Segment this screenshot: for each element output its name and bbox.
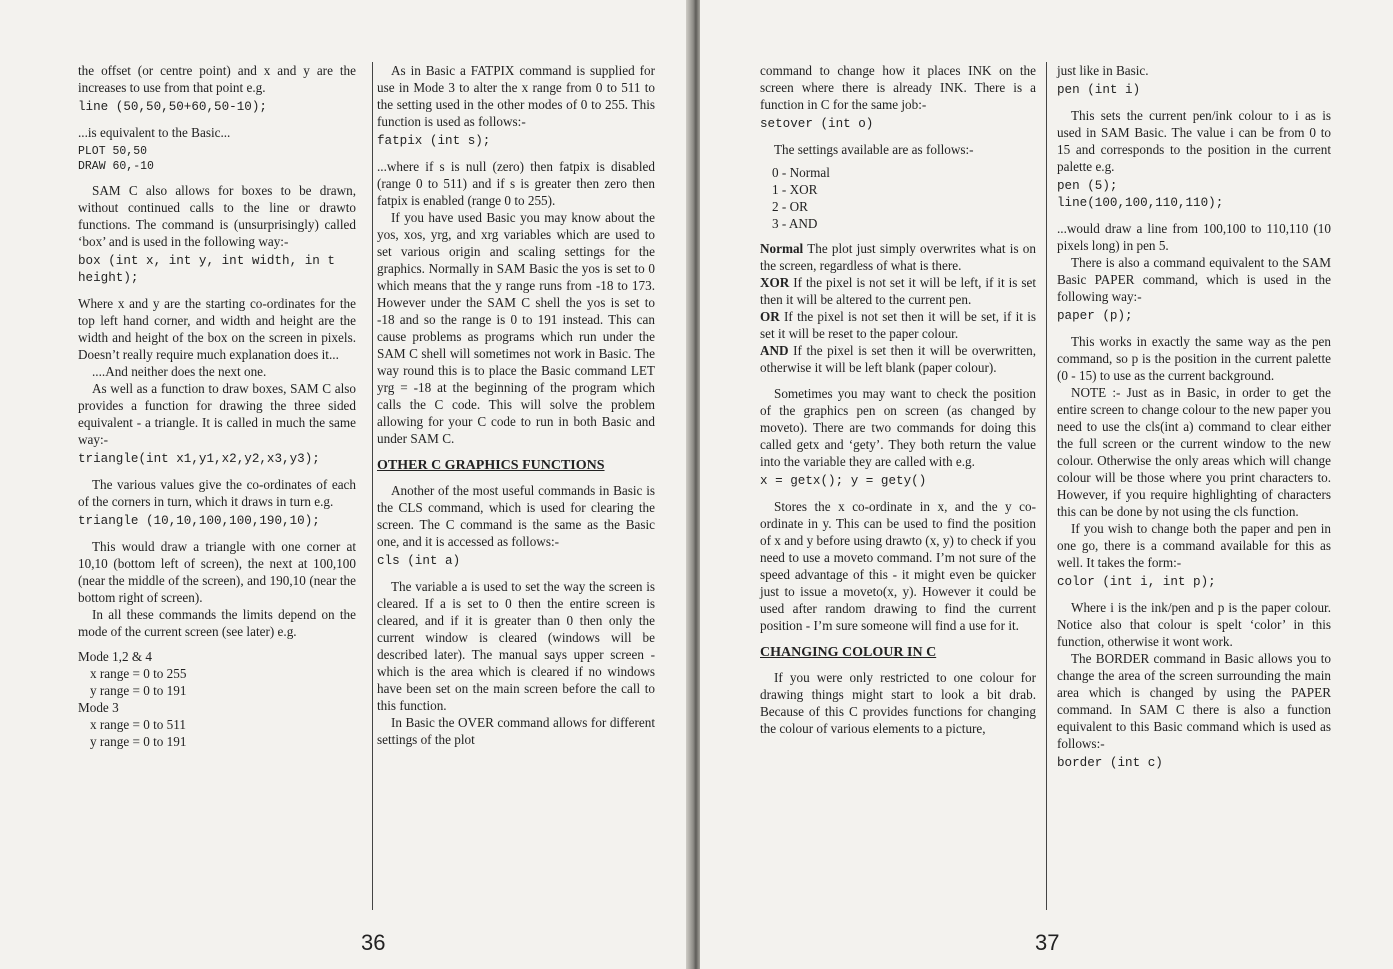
range-line: Mode 3	[78, 700, 119, 715]
paragraph: ....And neither does the next one.	[92, 364, 267, 379]
paragraph: There is also a command equivalent to the SAM Basic PAPER command, which is used in the following way:-	[1057, 255, 1331, 304]
settings-option: 2 - OR	[772, 199, 808, 214]
paragraph: As well as a function to draw boxes, SAM C also provides a function for drawing the three sided equivalent - a triangle. It is called in much the same way:-	[78, 381, 356, 447]
term: Normal	[760, 241, 804, 256]
paragraph: If you were only restricted to one colour for drawing things might start to look a bit drab. Because of this C provides functions for changing the colour of various elements to a picture,	[760, 670, 1036, 736]
range-line: x range = 0 to 511	[90, 717, 186, 732]
range-line: x range = 0 to 255	[90, 666, 187, 681]
range-line: y range = 0 to 191	[90, 734, 187, 749]
settings-list	[772, 164, 1036, 232]
code-line: cls (int a)	[377, 554, 461, 568]
paragraph: In all these commands the limits depend on the mode of the current screen (see later) e.g.	[78, 607, 356, 639]
term: OR	[760, 309, 780, 324]
paragraph: Another of the most useful commands in Basic is the CLS command, which is used for clearing the screen. The C command is the same as the Basic one, and it is accessed as follows:-	[377, 483, 655, 549]
paragraph: Stores the x co-ordinate in x, and the y co-ordinate in y. This can be used to find the position of x and y before using drawto (x, y) to check if you need to use a moveto command. I’m not sure of the speed advantage of this - it might even be quicker just to issue a moveto(x, y). However it could be used after random drawing to find the current position - I’m sure someone will find a use for it.	[760, 499, 1036, 633]
code-line: triangle(int x1,y1,x2,y2,x3,y3);	[78, 452, 320, 466]
code-line: fatpix (int s);	[377, 134, 491, 148]
left-page-column-2	[377, 62, 655, 748]
code-line: paper (p);	[1057, 309, 1133, 323]
term: XOR	[760, 275, 790, 290]
paragraph: Where x and y are the starting co-ordinates for the top left hand corner, and width and height are the width and height of the box on the screen in pixels. Doesn’t really require much explanation does it...	[78, 296, 356, 362]
definition-normal	[760, 240, 1036, 274]
definition: The plot just simply overwrites what is on the screen, regardless of what is there.	[760, 241, 1036, 273]
mode-ranges	[78, 648, 356, 750]
code-line: pen (int i)	[1057, 83, 1141, 97]
code-line: color (int i, int p);	[1057, 575, 1216, 589]
section-heading: CHANGING COLOUR IN C	[760, 645, 937, 660]
paragraph: The settings available are as follows:-	[774, 142, 974, 157]
paragraph: This works in exactly the same way as the pen command, so p is the position in the current palette (0 - 15) to use as the current background.	[1057, 334, 1331, 383]
settings-option: 0 - Normal	[772, 165, 830, 180]
right-page-column-2	[1057, 62, 1331, 780]
paragraph: If you have used Basic you may know about the yos, xos, yrg, and xrg variables which are used to set various origin and scaling settings for the graphics. Normally in SAM Basic the yos is set to 0 which means that the y range runs from -18 to 173. However under the SAM C shell the yos is set to -18 and so the range is 0 to 191 instead. This can cause problems as programs which run under the SAM C shell will sometimes not work in Basic. The way round this is to place the Basic command LET yrg = -18 at the beginning of the program which calls the C code. This will solve the problem allowing for your C code to run in both Basic and under SAM C.	[377, 210, 655, 446]
paragraph: The variable a is used to set the way the screen is cleared. If a is set to 0 then the entire screen is cleared, and if it is greater than 0 then only the current window is cleared (windows will be described later). The manual says upper screen - which is the area which is cleared if no windows have been set on the main screen before the call to this function.	[377, 579, 655, 713]
paragraph: ...where if s is null (zero) then fatpix is disabled (range 0 to 511) and if s is greater then zero then fatpix is enabled (range 0 to 255).	[377, 159, 655, 208]
paragraph: ...is equivalent to the Basic...	[78, 125, 231, 140]
definition-xor	[760, 274, 1036, 308]
code-line: setover (int o)	[760, 117, 874, 131]
paragraph: Where i is the ink/pen and p is the paper colour. Notice also that colour is spelt ‘color’ in this function, otherwise it wont work.	[1057, 600, 1331, 649]
term: AND	[760, 343, 789, 358]
paragraph: The various values give the co-ordinates of each of the corners in turn, which it draws in turn e.g.	[78, 477, 356, 509]
page-number: 37	[1035, 930, 1060, 955]
definition-or	[760, 308, 1036, 342]
paragraph: Sometimes you may want to check the position of the graphics pen on screen (as changed by moveto). There are two commands for doing this called getx and ‘gety’. They both return the value into the variable they are called with e.g.	[760, 386, 1036, 469]
definition: If the pixel is set then it will be overwritten, otherwise it will be left blank (paper colour).	[760, 343, 1036, 375]
page-37	[700, 0, 1393, 969]
paragraph: SAM C also allows for boxes to be drawn, without continued calls to the line or drawto functions. The command is (unsurprisingly) called ‘box’ and is used in the following way:-	[78, 183, 356, 249]
paragraph: This would draw a triangle with one corner at 10,10 (bottom left of screen), the next at 100,100 (near the middle of the screen), and 190,10 (near the bottom right of screen).	[78, 539, 356, 605]
page-36	[0, 0, 690, 969]
page-number: 36	[361, 930, 386, 955]
paragraph: If you wish to change both the paper and pen in one go, there is a command available for this as well. It takes the form:-	[1057, 521, 1331, 570]
section-heading: OTHER C GRAPHICS FUNCTIONS	[377, 458, 605, 473]
paragraph: NOTE :- Just as in Basic, in order to get the entire screen to change colour to the new paper you need to use the cls(int a) command to clear either the full screen or the current window to the new colour. Otherwise the only areas which will change colour will be those where you print characters to. However, if you require highlighting of characters this can be done by not using the cls function.	[1057, 385, 1331, 519]
code-line: line (50,50,50+60,50-10);	[78, 100, 267, 114]
code-line: border (int c)	[1057, 756, 1163, 770]
range-line: Mode 1,2 & 4	[78, 649, 152, 664]
paragraph: The BORDER command in Basic allows you to change the area of the screen surrounding the main area which is changed by using the PAPER command. In SAM C there is also a function equivalent to this Basic command which is used as follows:-	[1057, 651, 1331, 751]
code-line: box (int x, int y, int width, in t height);	[78, 254, 343, 285]
paragraph: just like in Basic.	[1057, 63, 1149, 78]
paragraph: the offset (or centre point) and x and y are the increases to use from that point e.g.	[78, 63, 356, 95]
code-line: triangle (10,10,100,100,190,10);	[78, 514, 320, 528]
left-page-column-1	[78, 62, 356, 750]
paragraph: This sets the current pen/ink colour to i as is used in SAM Basic. The value i can be from 0 to 15 and corresponds to the position in the current palette e.g.	[1057, 108, 1331, 174]
code-block: pen (5); line(100,100,110,110);	[1057, 179, 1224, 210]
range-line: y range = 0 to 191	[90, 683, 187, 698]
right-page-column-1	[760, 62, 1036, 737]
paragraph: As in Basic a FATPIX command is supplied for use in Mode 3 to alter the x range from 0 to 511 to the setting used in the other modes of 0 to 255. This function is used as follows:-	[377, 63, 655, 129]
column-divider	[372, 62, 373, 910]
code-block: PLOT 50,50 DRAW 60,-10	[78, 145, 154, 173]
definition-and	[760, 342, 1036, 376]
paragraph: In Basic the OVER command allows for different settings of the plot	[377, 715, 655, 747]
settings-option: 1 - XOR	[772, 182, 818, 197]
paragraph: ...would draw a line from 100,100 to 110,110 (10 pixels long) in pen 5.	[1057, 221, 1331, 253]
paragraph: command to change how it places INK on the screen where there is already INK. There is a function in C for the same job:-	[760, 63, 1036, 112]
column-divider	[1046, 62, 1047, 910]
code-line: x = getx(); y = gety()	[760, 474, 927, 488]
definition: If the pixel is not set it will be left, if it is set then it will be altered to the current pen.	[760, 275, 1036, 307]
settings-option: 3 - AND	[772, 216, 818, 231]
definition: If the pixel is not set then it will be set, if it is set it will be reset to the paper colour.	[760, 309, 1036, 341]
